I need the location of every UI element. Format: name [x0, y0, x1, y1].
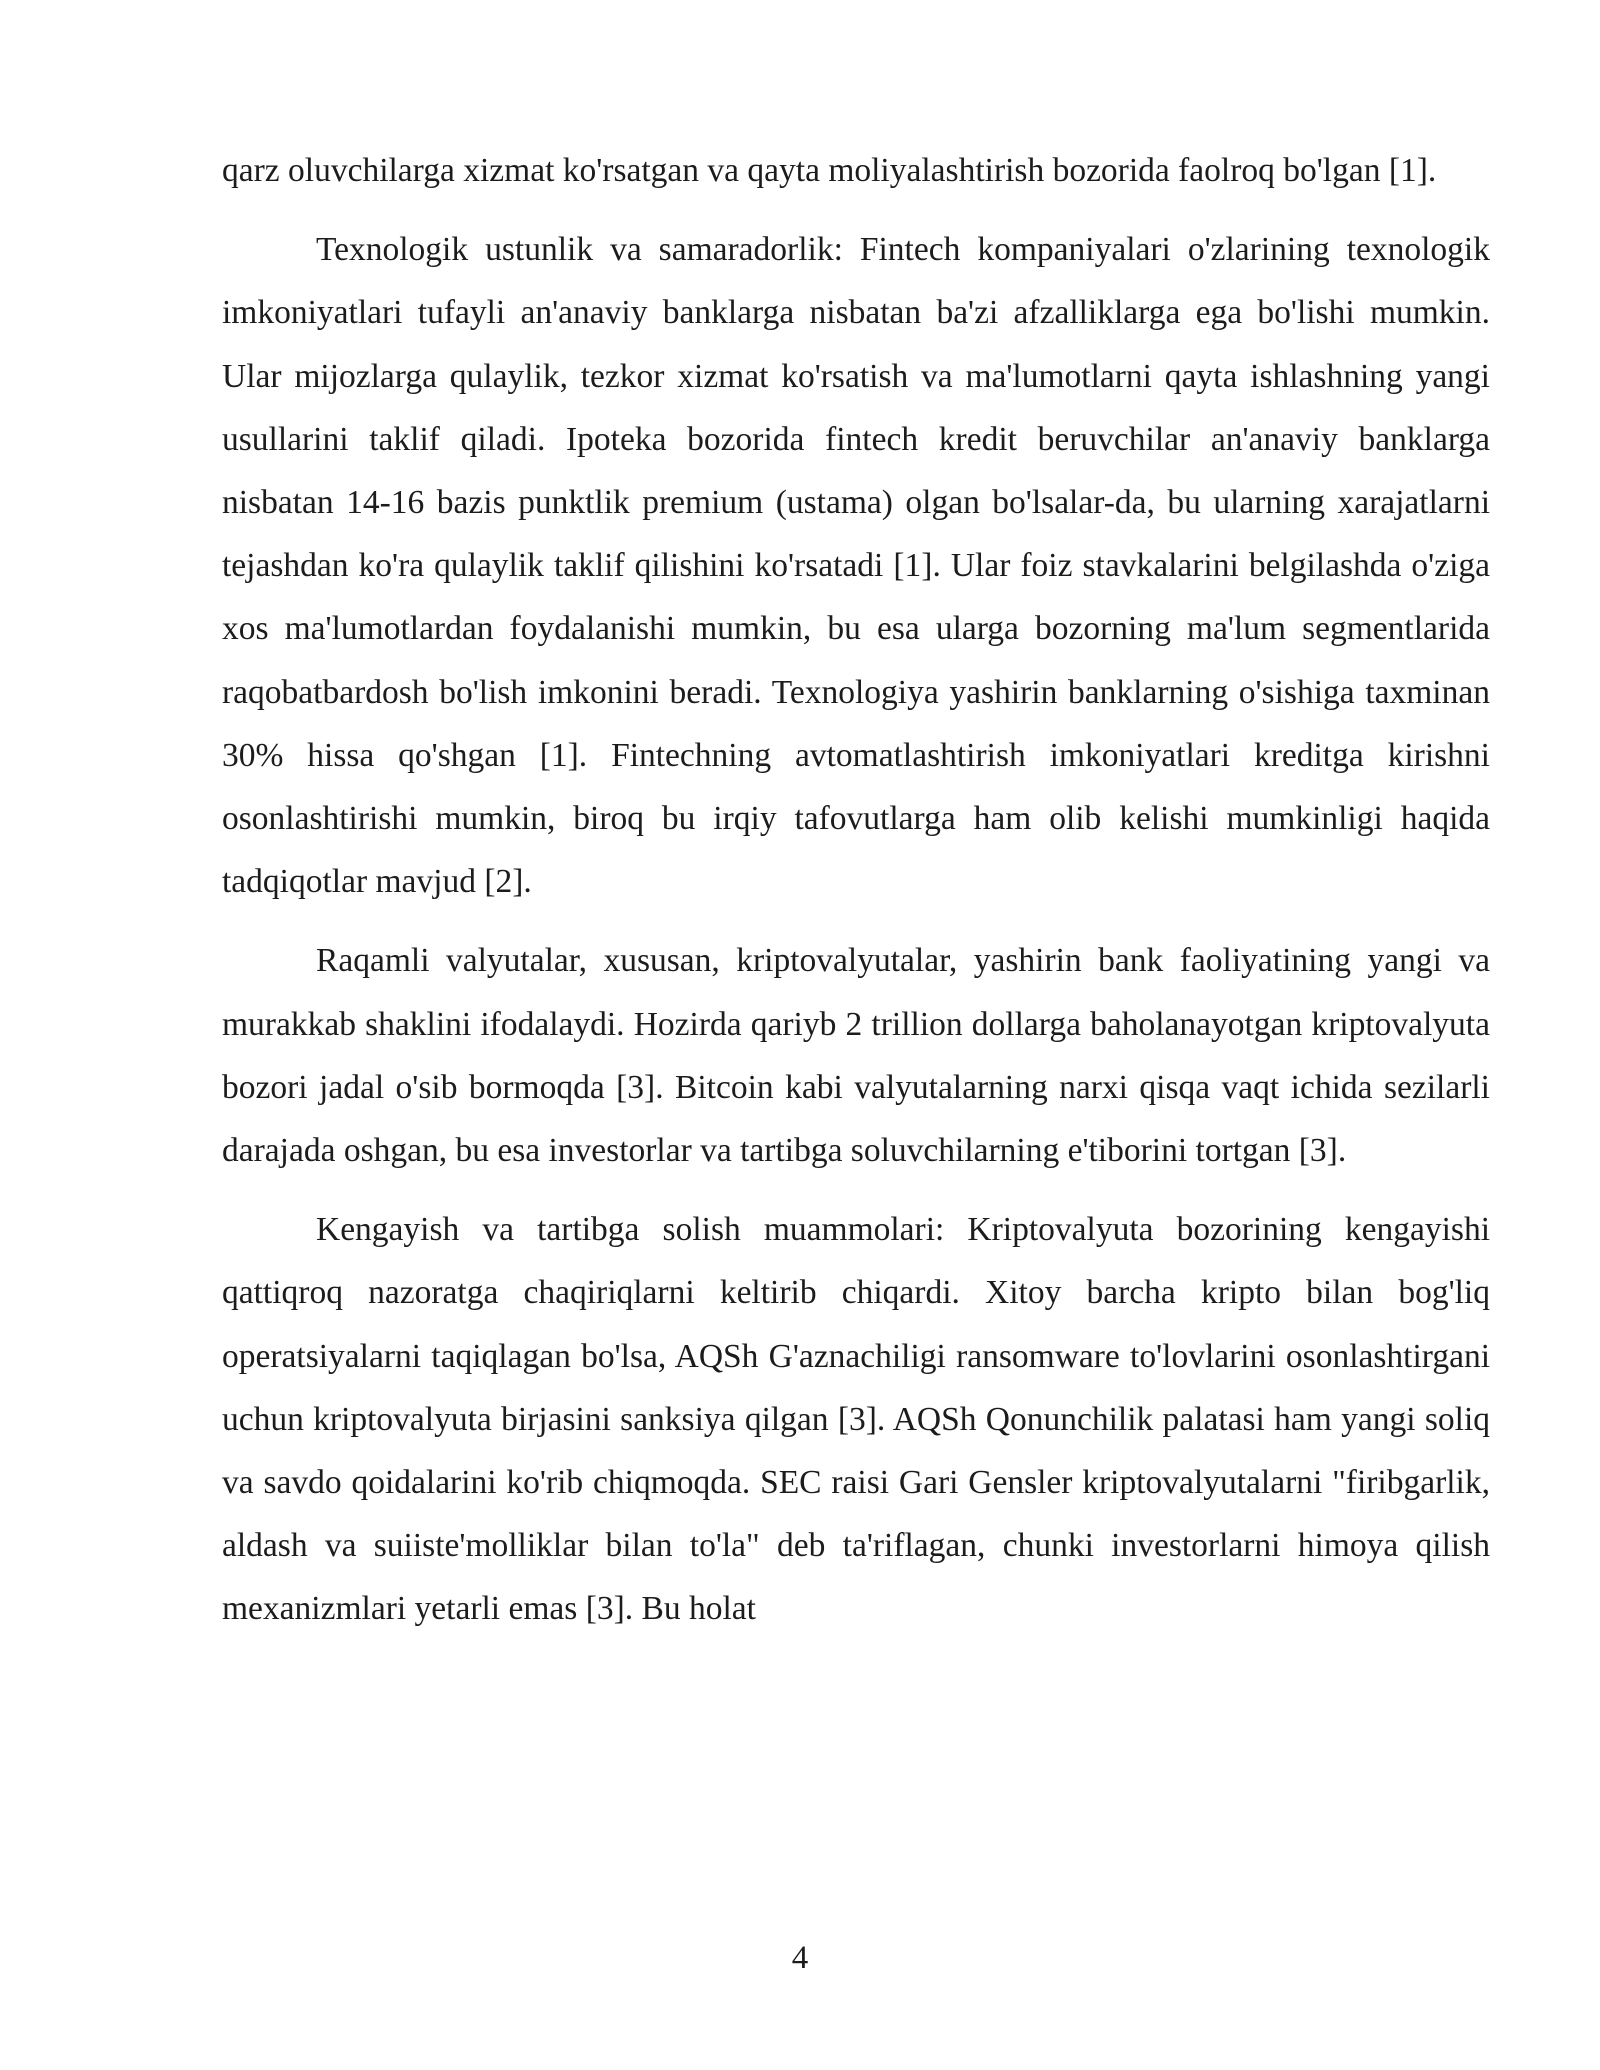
- paragraph-technological-advantage: Texnologik ustunlik va samaradorlik: Fintech kompaniyalari o'zlarining texnologik imkoniyatlari tufayli an'anaviy banklarga nisbatan ba'zi afzalliklarga ega bo'lishi mumkin. Ular mijozlarga qulaylik, tezkor xizmat ko'rsatish va ma'lumotlarni qayta ishlashning yangi usullarini taklif qiladi. Ipoteka bozorida fintech kredit beruvchilar an'anaviy banklarga nisbatan 14-16 bazis punktlik premium (ustama) olgan bo'lsalar-da, bu ularning xarajatlarni tejashdan ko'ra qulaylik taklif qilishini ko'rsatadi [1]. Ular foiz stavkalarini belgilashda o'ziga xos ma'lumotlardan foydalanishi mumkin, bu esa ularga bozorning ma'lum segmentlarida raqobatbardosh bo'lish imkonini beradi. Texnologiya yashirin banklarning o'sishiga taxminan 30% hissa qo'shgan [1]. Fintechning avtomatlashtirish imkoniyatlari kreditga kirishni osonlashtirishi mumkin, biroq bu irqiy tafovutlarga ham olib kelishi mumkinligi haqida tadqiqotlar mavjud [2].: [222, 231, 1490, 901]
- body-text: [222, 139, 1490, 1657]
- page-number: 4: [791, 1940, 809, 1976]
- paragraph-digital-currencies: Raqamli valyutalar, xususan, kriptovalyutalar, yashirin bank faoliyatining yangi va murakkab shaklini ifodalaydi. Hozirda qariyb 2 trillion dollarga baholanayotgan kriptovalyuta bozori jadal o'sib bormoqda [3]. Bitcoin kabi valyutalarning narxi qisqa vaqt ichida sezilarli darajada oshgan, bu esa investorlar va tartibga soluvchilarning e'tiborini tortgan [3].: [222, 942, 1490, 1170]
- paragraph-continuation: qarz oluvchilarga xizmat ko'rsatgan va qayta moliyalashtirish bozorida faolroq bo'lgan [1].: [222, 152, 1437, 189]
- paragraph-regulation-problems: Kengayish va tartibga solish muammolari: Kriptovalyuta bozorining kengayishi qattiqroq nazoratga chaqiriqlarni keltirib chiqardi. Xitoy barcha kripto bilan bog'liq operatsiyalarni taqiqlagan bo'lsa, AQSh G'aznachiligi ransomware to'lovlarini osonlashtirgani uchun kriptovalyuta birjasini sanksiya qilgan [3]. AQSh Qonunchilik palatasi ham yangi soliq va savdo qoidalarini ko'rib chiqmoqda. SEC raisi Gari Gensler kriptovalyutalarni "firibgarlik, aldash va suiiste'molliklar bilan to'la" deb ta'riflagan, chunki investorlarni himoya qilish mexanizmlari yetarli emas [3]. Bu holat: [222, 1211, 1490, 1628]
